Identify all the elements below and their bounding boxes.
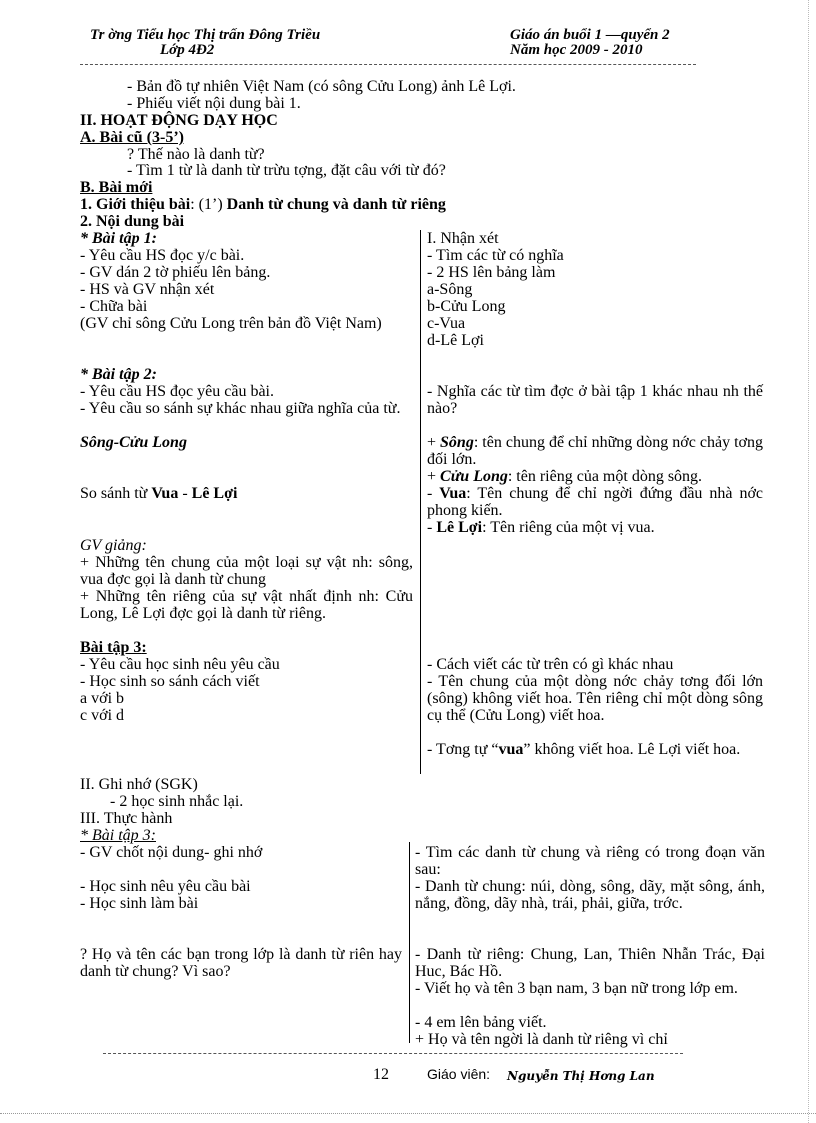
word-vua: Vua xyxy=(151,485,179,502)
section-new-lesson-heading: B. Bài mới xyxy=(80,179,153,196)
common-nouns-answer: - Danh từ chung: núi, dòng, sông, dãy, mặt sông, ánh, nắng, đồng, dãy nhà, trái, phải, giữa, trớc. xyxy=(415,878,765,912)
page-edge-guide xyxy=(808,0,809,1123)
right-item: - Tìm các từ có nghĩa xyxy=(427,247,564,264)
meaning-cuu-long xyxy=(427,468,763,485)
practice-heading: III. Thực hành xyxy=(80,810,173,827)
meaning-le-loi xyxy=(427,519,763,536)
proper-nouns-answer: - Danh từ riêng: Chung, Lan, Thiên Nhẫn Trác, Đại Huc, Bác Hồ. xyxy=(415,946,765,980)
exercise-3-label: Bài tập 3 xyxy=(80,639,142,656)
term-cuu-long: Cửu Long xyxy=(440,468,508,485)
separator: - xyxy=(178,485,192,502)
content-heading: 2. Nội dung bài xyxy=(80,213,185,230)
rule-suffix: ” không viết hoa. Lê Lợi viết hoa. xyxy=(523,741,741,758)
lower-right-item: + Họ và tên ngời là danh từ riêng vì chỉ xyxy=(415,1031,668,1048)
word-pair-1: Sông-Cửu Long xyxy=(80,434,187,451)
word-le-loi: Lê Lợi xyxy=(191,485,238,502)
left-step: - Học sinh so sánh cách viết xyxy=(80,673,260,690)
column-divider-upper xyxy=(420,230,421,774)
left-note: (GV chỉ sông Cửu Long trên bản đồ Việt Nam) xyxy=(80,315,382,332)
right-item: a-Sông xyxy=(427,281,473,298)
exercise-2-heading: * Bài tập 2: xyxy=(80,366,157,383)
meaning-text: : tên chung để chỉ những dòng nớc chảy tơng đối lớn. xyxy=(427,434,763,468)
rule-prefix: - Tơng tự “ xyxy=(427,741,499,758)
header-divider xyxy=(80,64,696,65)
lesson-plan-title: Giáo án buổi 1 —quyển 2 xyxy=(510,27,670,43)
old-lesson-question-2: - Tìm 1 từ là danh từ trừu tợng, đặt câu với từ đó? xyxy=(127,162,446,179)
meaning-song xyxy=(427,434,763,468)
right-item: I. Nhận xét xyxy=(427,230,499,247)
teacher-name: Nguyễn Thị Hơng Lan xyxy=(507,1069,655,1083)
meaning-vua xyxy=(427,485,763,519)
term-vua: Vua xyxy=(439,485,467,502)
school-name: Tr ờng Tiểu học Thị trấn Đông Triều xyxy=(90,27,321,43)
intro-time: : (1’) xyxy=(190,196,227,213)
bullet: + xyxy=(427,434,441,451)
left-step: - HS và GV nhận xét xyxy=(80,281,215,298)
summary-step: - 2 học sinh nhắc lại. xyxy=(110,793,244,810)
old-lesson-question-1: ? Thế nào là danh từ? xyxy=(127,146,265,163)
right-item: - 2 HS lên bảng làm xyxy=(427,264,556,281)
section-activities-heading: II. HOẠT ĐỘNG DẠY HỌC xyxy=(80,112,278,129)
left-step: - Yêu cầu HS đọc y/c bài. xyxy=(80,247,245,264)
left-step: - Yêu cầu so sánh sự khác nhau giữa nghĩa của từ. xyxy=(80,400,401,417)
lower-right-item: - 4 em lên bảng viết. xyxy=(415,1014,547,1031)
right-item: c-Vua xyxy=(427,315,466,332)
lower-left-step: - GV chốt nội dung- ghi nhớ xyxy=(80,844,263,861)
writing-rule: - Tên chung của một dòng nớc chảy tơng đối lớn (sông) không viết hoa. Tên riêng chỉ một dòng sông cụ thể (Cửu Long) viết hoa. xyxy=(427,673,763,724)
right-question: - Cách viết các từ trên có gì khác nhau xyxy=(427,656,674,673)
practice-exercise-heading: * Bài tập 3: xyxy=(80,827,156,844)
material-line-2: - Phiếu viết nội dung bài 1. xyxy=(127,95,301,112)
left-step: c với d xyxy=(80,707,125,724)
material-line-1: - Bản đồ tự nhiên Việt Nam (có sông Cửu Long) ảnh Lê Lợi. xyxy=(127,78,516,95)
footer-divider xyxy=(103,1053,683,1054)
column-divider-lower xyxy=(409,842,410,1043)
lower-right-item: - Tìm các danh từ chung và riêng có trong đoạn văn sau: xyxy=(415,844,765,878)
meaning-text: : Tên chung để chỉ ngời đứng đầu nhà nớc phong kiến. xyxy=(427,485,764,519)
explanation-common-noun: + Những tên chung của một loại sự vật nh: sông, vua đợc gọi là danh từ chung xyxy=(80,554,413,588)
bullet: - xyxy=(427,485,440,502)
lower-left-step: - Học sinh làm bài xyxy=(80,895,199,912)
exercise-3-heading: Bài tập 3: xyxy=(80,639,147,656)
left-step: - Chữa bài xyxy=(80,298,148,315)
term-vua: vua xyxy=(498,741,524,758)
lower-right-item: - Viết họ và tên 3 bạn nam, 3 bạn nữ trong lớp em. xyxy=(415,980,738,997)
word-pair-2 xyxy=(80,485,237,502)
school-year: Năm học 2009 - 2010 xyxy=(510,42,643,58)
left-step: - GV dán 2 tờ phiếu lên bảng. xyxy=(80,264,271,281)
intro-label: 1. Giới thiệu bài xyxy=(80,196,191,213)
bullet: - xyxy=(427,519,437,536)
compare-label: So sánh từ xyxy=(80,485,152,502)
exercise-1-heading: * Bài tập 1: xyxy=(80,230,157,247)
left-step: - Yêu cầu học sinh nêu yêu cầu xyxy=(80,656,280,673)
writing-rule-vua xyxy=(427,741,763,758)
page-number: 12 xyxy=(373,1066,389,1083)
teacher-label: Giáo viên: xyxy=(427,1066,491,1082)
meaning-text: : Tên riêng của một vị vua. xyxy=(482,519,655,536)
term-le-loi: Lê Lợi xyxy=(436,519,483,536)
left-step: - Yêu cầu HS đọc yêu cầu bài. xyxy=(80,383,274,400)
explanation-proper-noun: + Những tên riêng của sự vật nhất định nh: Cửu Long, Lê Lợi đợc gọi là danh từ riêng. xyxy=(80,588,413,622)
lower-left-question: ? Họ và tên các bạn trong lớp là danh từ riên hay danh từ chung? Vì sao? xyxy=(80,946,402,980)
class-name: Lớp 4Đ2 xyxy=(160,42,215,58)
teacher-explains-heading: GV giảng: xyxy=(80,537,147,554)
right-question: - Nghĩa các từ tìm đợc ở bài tập 1 khác nhau nh thế nào? xyxy=(427,383,763,417)
left-step: a với b xyxy=(80,690,125,707)
intro-line xyxy=(80,196,446,213)
right-item: b-Cửu Long xyxy=(427,298,506,315)
term-song: Sông xyxy=(440,434,474,451)
bullet: + xyxy=(427,468,441,485)
page-edge-guide xyxy=(0,1113,816,1114)
lower-left-step: - Học sinh nêu yêu cầu bài xyxy=(80,878,251,895)
right-item: d-Lê Lợi xyxy=(427,332,484,349)
lesson-title: Danh từ chung và danh từ riêng xyxy=(226,196,446,213)
meaning-text: : tên riêng của một dòng sông. xyxy=(507,468,703,485)
summary-heading: II. Ghi nhớ (SGK) xyxy=(80,776,198,793)
section-old-lesson-heading: A. Bài cũ (3-5’) xyxy=(80,129,184,146)
